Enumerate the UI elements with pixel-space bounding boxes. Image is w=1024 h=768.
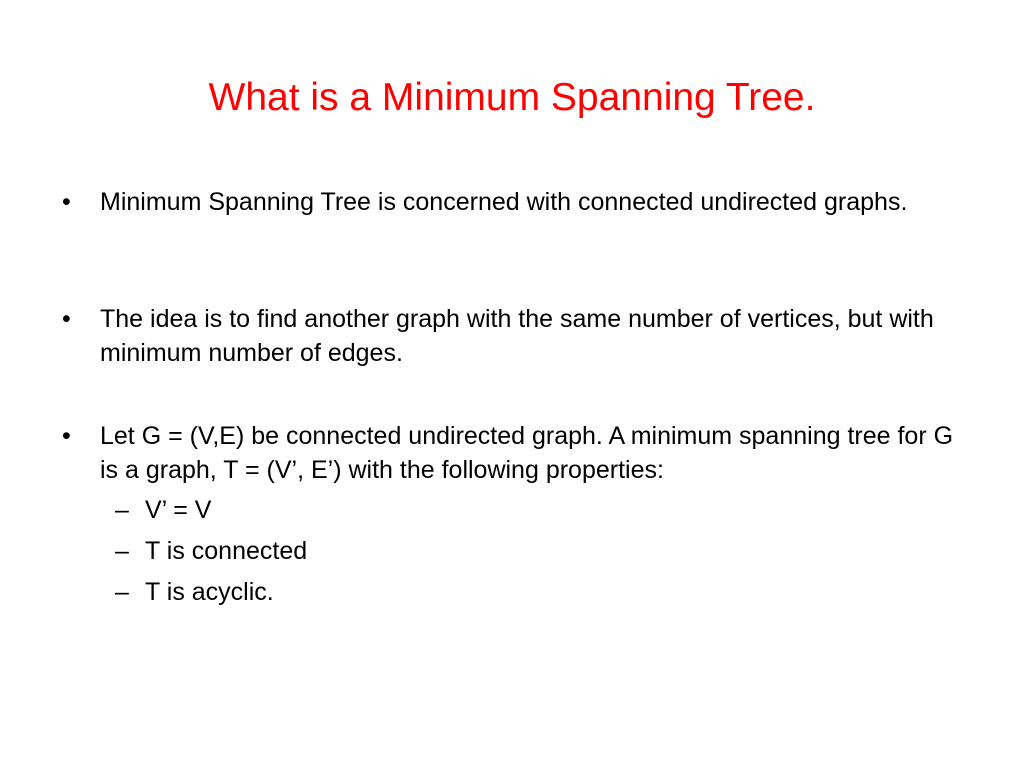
sub-bullet-item [115,493,815,527]
sub-bullet-text: V’ = V [145,496,212,524]
bullet-item [62,185,962,219]
slide-title: What is a Minimum Spanning Tree. [208,76,816,119]
bullet-symbol: • [62,305,71,333]
sub-bullet-symbol: – [115,496,129,524]
sub-bullet-symbol: – [115,578,129,606]
bullet-symbol: • [62,422,71,450]
bullet-item [62,302,962,370]
bullet-text: The idea is to find another graph with the same number of vertices, but with minimum number of edges. [100,305,934,367]
sub-bullet-item [115,534,815,568]
sub-bullet-text: T is connected [145,537,308,565]
bullet-symbol: • [62,188,71,216]
bullet-text: Minimum Spanning Tree is concerned with connected undirected graphs. [100,188,908,216]
bullet-text: Let G = (V,E) be connected undirected graph. A minimum spanning tree for G is a graph, T = (V’, E’) with the following properties: [100,422,954,484]
sub-bullet-item [115,575,815,609]
bullet-item [62,419,962,487]
sub-bullet-symbol: – [115,537,129,565]
sub-bullet-text: T is acyclic. [145,578,274,606]
